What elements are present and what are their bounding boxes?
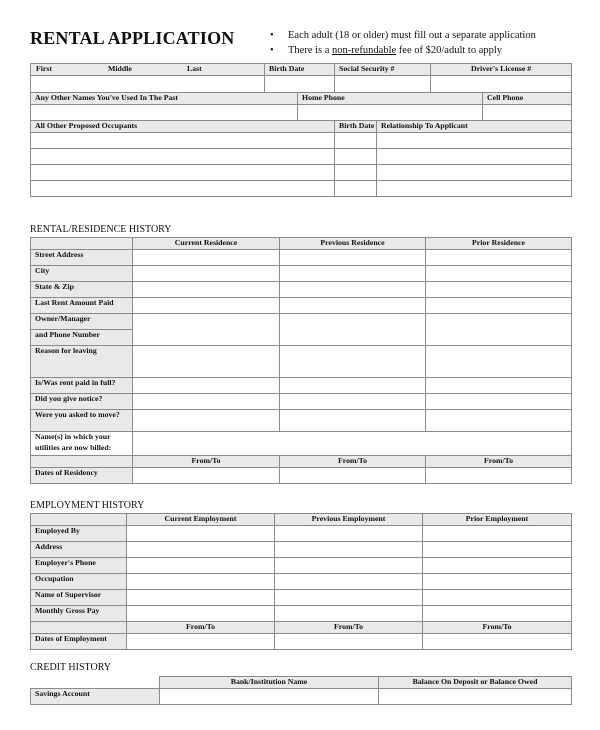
occupant-birth-field[interactable] <box>335 181 377 197</box>
personal-info-table <box>30 63 572 197</box>
residence-field[interactable] <box>426 410 572 432</box>
col-previous-residence: Previous Residence <box>280 238 426 250</box>
residence-field[interactable] <box>280 266 426 282</box>
row-state-zip: State & Zip <box>31 282 133 298</box>
row-occupation: Occupation <box>31 574 127 590</box>
col-prior-employment: Prior Employment <box>423 514 572 526</box>
occupant-name-field[interactable] <box>31 149 335 165</box>
page-title: RENTAL APPLICATION <box>30 28 235 48</box>
row-gave-notice: Did you give notice? <box>31 394 133 410</box>
relationship-header: Relationship To Applicant <box>377 121 572 133</box>
ssn-header: Social Security # <box>335 64 431 76</box>
employment-field[interactable] <box>423 558 572 574</box>
employment-field[interactable] <box>275 634 423 650</box>
license-field[interactable] <box>431 76 572 93</box>
employment-field[interactable] <box>127 526 275 542</box>
employment-field[interactable] <box>127 574 275 590</box>
col-current-employment: Current Employment <box>127 514 275 526</box>
residence-field[interactable] <box>280 346 426 378</box>
credit-corner <box>31 677 160 689</box>
col-bank-name: Bank/Institution Name <box>160 677 379 689</box>
occupant-name-field[interactable] <box>31 165 335 181</box>
credit-field[interactable] <box>160 689 379 705</box>
residence-field[interactable] <box>426 468 572 484</box>
col-current-residence: Current Residence <box>133 238 280 250</box>
residence-field[interactable] <box>133 410 280 432</box>
employment-field[interactable] <box>275 574 423 590</box>
residence-field[interactable] <box>280 468 426 484</box>
occupant-birth-field[interactable] <box>335 133 377 149</box>
name-field[interactable] <box>31 76 265 93</box>
residence-field[interactable] <box>133 282 280 298</box>
residence-field[interactable] <box>280 314 426 346</box>
residence-field[interactable] <box>133 468 280 484</box>
occupant-relationship-field[interactable] <box>377 149 572 165</box>
residence-field[interactable] <box>426 298 572 314</box>
residence-field[interactable] <box>280 282 426 298</box>
rental-corner <box>31 238 133 250</box>
from-to-label: From/To <box>426 456 572 468</box>
cell-phone-field[interactable] <box>483 105 572 121</box>
employment-field[interactable] <box>127 558 275 574</box>
credit-field[interactable] <box>379 689 572 705</box>
occupants-header: All Other Proposed Occupants <box>31 121 335 133</box>
residence-field[interactable] <box>426 314 572 346</box>
employment-history-table <box>30 513 572 650</box>
row-supervisor: Name of Supervisor <box>31 590 127 606</box>
employment-field[interactable] <box>423 574 572 590</box>
employment-history-title: EMPLOYMENT HISTORY <box>30 500 145 511</box>
residence-field[interactable] <box>133 394 280 410</box>
residence-field[interactable] <box>133 266 280 282</box>
row-asked-to-move: Were you asked to move? <box>31 410 133 432</box>
col-prior-residence: Prior Residence <box>426 238 572 250</box>
row-gross-pay: Monthly Gross Pay <box>31 606 127 622</box>
birth-date-field[interactable] <box>265 76 335 93</box>
home-phone-field[interactable] <box>298 105 483 121</box>
occupant-birth-date-header: Birth Date <box>335 121 377 133</box>
residence-field[interactable] <box>133 314 280 346</box>
from-to-label: From/To <box>133 456 280 468</box>
dates-spacer <box>31 456 133 468</box>
from-to-label: From/To <box>275 622 423 634</box>
occupant-relationship-field[interactable] <box>377 165 572 181</box>
employment-field[interactable] <box>423 526 572 542</box>
employment-field[interactable] <box>423 590 572 606</box>
ssn-field[interactable] <box>335 76 431 93</box>
credit-history-title: CREDIT HISTORY <box>30 662 112 673</box>
row-address: Address <box>31 542 127 558</box>
employment-field[interactable] <box>127 634 275 650</box>
rental-history-table <box>30 237 572 484</box>
row-street-address: Street Address <box>31 250 133 266</box>
application-notes <box>270 28 536 58</box>
residence-field[interactable] <box>133 346 280 378</box>
row-city: City <box>31 266 133 282</box>
residence-field[interactable] <box>426 378 572 394</box>
other-names-header: Any Other Names You've Used In The Past <box>31 93 298 105</box>
occupant-name-field[interactable] <box>31 133 335 149</box>
residence-field[interactable] <box>133 250 280 266</box>
residence-field[interactable] <box>426 282 572 298</box>
residence-field[interactable] <box>426 394 572 410</box>
employment-field[interactable] <box>275 558 423 574</box>
cell-phone-header: Cell Phone <box>483 93 572 105</box>
residence-field[interactable] <box>426 250 572 266</box>
row-employer-phone: Employer's Phone <box>31 558 127 574</box>
note-fee: • There is a non-refundable fee of $20/adult to apply <box>270 45 503 56</box>
employment-field[interactable] <box>275 526 423 542</box>
employment-field[interactable] <box>127 606 275 622</box>
credit-history-table <box>30 676 572 705</box>
occupant-birth-field[interactable] <box>335 149 377 165</box>
residence-field[interactable] <box>280 250 426 266</box>
row-last-rent: Last Rent Amount Paid <box>31 298 133 314</box>
row-dates-employment: Dates of Employment <box>31 634 127 650</box>
employment-field[interactable] <box>275 590 423 606</box>
col-balance: Balance On Deposit or Balance Owed <box>379 677 572 689</box>
birth-date-header: Birth Date <box>265 64 335 76</box>
note-adult: • Each adult (18 or older) must fill out a separate application <box>270 30 536 41</box>
employment-field[interactable] <box>275 542 423 558</box>
occupant-relationship-field[interactable] <box>377 133 572 149</box>
residence-field[interactable] <box>280 410 426 432</box>
employment-field[interactable] <box>423 542 572 558</box>
residence-field[interactable] <box>280 394 426 410</box>
employment-corner <box>31 514 127 526</box>
employment-field[interactable] <box>127 542 275 558</box>
employment-field[interactable] <box>127 590 275 606</box>
license-header: Driver's License # <box>431 64 572 76</box>
employment-field[interactable] <box>275 606 423 622</box>
row-reason-leaving: Reason for leaving <box>31 346 133 378</box>
residence-field[interactable] <box>426 266 572 282</box>
residence-field[interactable] <box>280 298 426 314</box>
row-employed-by: Employed By <box>31 526 127 542</box>
row-phone-number: and Phone Number <box>31 330 133 346</box>
row-dates-residency: Dates of Residency <box>31 468 133 484</box>
row-utilities: Name(s) in which your utilities are now billed: <box>31 432 133 456</box>
from-to-label: From/To <box>127 622 275 634</box>
bullet-icon: • <box>270 30 274 41</box>
occupant-relationship-field[interactable] <box>377 181 572 197</box>
row-owner-manager: Owner/Manager <box>31 314 133 330</box>
residence-field[interactable] <box>133 298 280 314</box>
from-to-label: From/To <box>280 456 426 468</box>
employment-field[interactable] <box>423 606 572 622</box>
name-header: First Middle Last <box>31 64 265 76</box>
col-previous-employment: Previous Employment <box>275 514 423 526</box>
home-phone-header: Home Phone <box>298 93 483 105</box>
employment-field[interactable] <box>423 634 572 650</box>
residence-field[interactable] <box>133 378 280 394</box>
from-to-label: From/To <box>423 622 572 634</box>
residence-field[interactable] <box>280 378 426 394</box>
row-savings-account: Savings Account <box>31 689 160 705</box>
utilities-field[interactable] <box>133 432 572 456</box>
dates-spacer <box>31 622 127 634</box>
residence-field[interactable] <box>426 346 572 378</box>
rental-history-title: RENTAL/RESIDENCE HISTORY <box>30 224 172 235</box>
other-names-field[interactable] <box>31 105 298 121</box>
bullet-icon: • <box>270 45 274 56</box>
occupant-name-field[interactable] <box>31 181 335 197</box>
occupant-birth-field[interactable] <box>335 165 377 181</box>
row-rent-paid: Is/Was rent paid in full? <box>31 378 133 394</box>
